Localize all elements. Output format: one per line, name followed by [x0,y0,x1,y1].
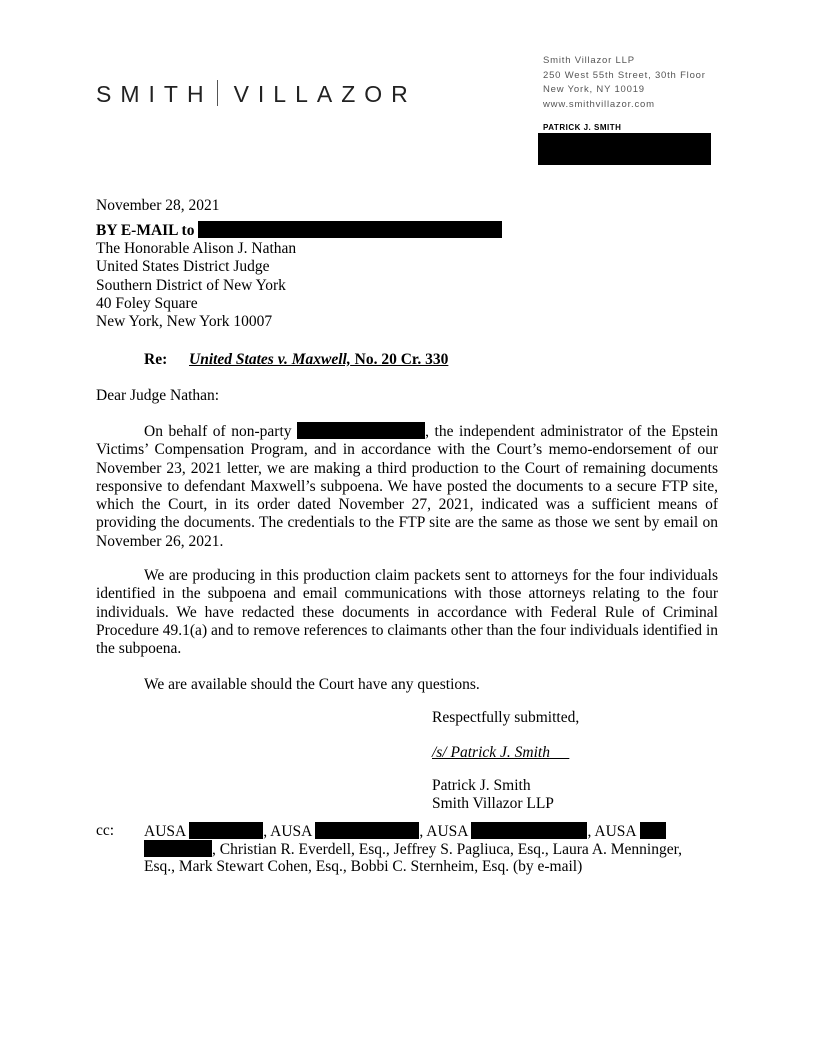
cc-ausa: , AUSA [587,823,636,840]
case-caption [189,351,448,368]
delivery-line [96,221,502,240]
redaction-ausa-1 [189,822,263,839]
logo-divider [217,80,218,106]
recipient-address [96,240,296,331]
body-paragraph-1 [96,422,718,551]
salutation: Dear Judge Nathan: [96,387,220,404]
recipient-line: Southern District of New York [96,276,286,294]
redaction-administrator-name [297,422,425,439]
signature [432,744,569,762]
valediction: Respectfully submitted, [432,709,580,726]
signature-text: /s/ Patrick J. Smith [432,744,550,761]
body-paragraph-3: We are available should the Court have any questions. [144,676,480,693]
address-line: Smith Villazor LLP [543,55,635,66]
letter-date: November 28, 2021 [96,197,220,214]
case-name: United States v. Maxwell, [189,351,351,368]
recipient-line: 40 Foley Square [96,294,198,312]
paragraph-text: We are producing in this production claim packets sent to attorneys for the four individuals identified in the subpoena and email communications with those attorneys relating to the four individuals. We have redacted these documents in accordance with Federal Rule of Criminal Procedure 49.1(a) and to remove references to claimants other than the four individuals identified in the subpoena. [96,567,718,658]
cc-ausa: , AUSA [419,823,468,840]
redaction-sender-contact [538,133,711,165]
cc-text: , Christian R. Everdell, Esq., Jeffrey S. Pagliuca, Esq., Laura A. Menninger, [212,841,683,858]
paragraph-text: On behalf of non-party [144,423,292,440]
address-line: New York, NY 10019 [543,84,645,95]
case-number: No. 20 Cr. 330 [350,351,449,368]
address-line: 250 West 55th Street, 30th Floor [543,69,706,81]
re-label: Re: [144,351,168,368]
body-paragraph-2 [96,567,718,658]
redaction-email [198,221,502,238]
redaction-ausa-3 [471,822,587,839]
firm-address-block [543,54,706,112]
cc-ausa: , AUSA [263,823,312,840]
recipient-line: United States District Judge [96,258,270,276]
signer-name: Patrick J. Smith [432,777,531,794]
logo-left-text: SMITH [96,81,213,107]
cc-line-3: Esq., Mark Stewart Cohen, Esq., Bobbi C. Sternheim, Esq. (by e-mail) [144,858,583,875]
address-line: www.smithvillazor.com [543,98,655,110]
firm-logo [96,80,417,108]
recipient-line: New York, New York 10007 [96,313,273,331]
cc-line-2 [144,840,682,859]
cc-ausa: AUSA [144,823,186,840]
redaction-ausa-2 [315,822,419,839]
redaction-ausa-4b [144,840,212,857]
sender-name: PATRICK J. SMITH [543,123,622,132]
re-line [144,351,448,369]
signer-firm: Smith Villazor LLP [432,795,554,812]
redaction-ausa-4a [640,822,666,839]
cc-line-1 [144,822,666,841]
paragraph-text: , the independent administrator of the Epstein Victims’ Compensation Program, and in accordance with the Court’s memo-endorsement of our November 23, 2021 letter, we are making a third production to the Court of remaining documents responsive to defendant Maxwell’s subpoena. We have posted the documents to a secure FTP site, which the Court, in its order dated November 27, 2021, indicated was a sufficient means of providing the documents. The credentials to the FTP site are the same as those we sent by email on November 26, 2021. [96,423,718,550]
delivery-label: BY E-MAIL to [96,222,195,239]
logo-right-text: VILLAZOR [233,81,417,107]
recipient-line: The Honorable Alison J. Nathan [96,240,297,257]
cc-label: cc: [96,822,115,839]
